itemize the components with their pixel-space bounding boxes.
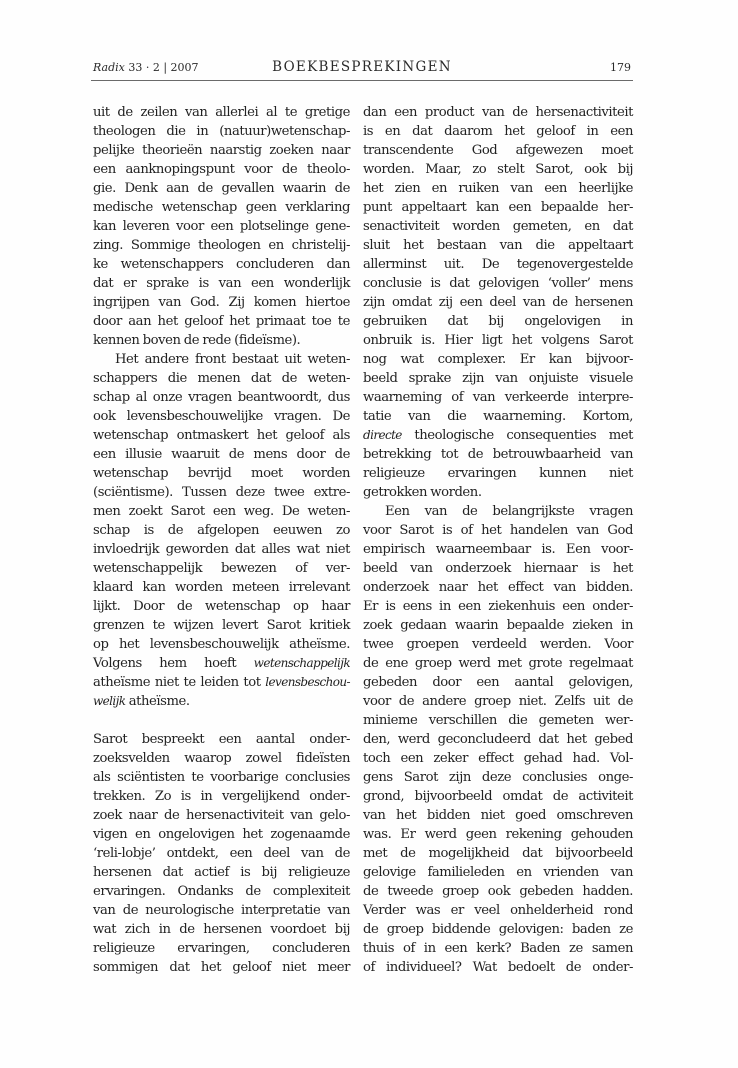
- text-line: (sciëntisme). Tussen deze twee extre-: [93, 485, 350, 500]
- text-line: voor de andere groep niet. Zelfs uit de: [363, 694, 633, 709]
- text-line: gens Sarot zijn deze conclusies onge-: [363, 770, 633, 785]
- text-line: kan leveren voor een plotselinge gene-: [93, 219, 350, 234]
- paragraph: [93, 350, 350, 711]
- text-line: empirisch waarneembaar is. Een voor-: [363, 542, 633, 557]
- text-line: thuis of in een kerk? Baden ze samen: [363, 941, 633, 956]
- text-line: de groep biddende gelovigen: baden ze: [363, 922, 633, 937]
- text-line: onbruik is. Hier ligt het volgens Sarot: [363, 333, 633, 348]
- text-line: betrekking tot de betrouwbaarheid van: [363, 447, 633, 462]
- text-line: ervaringen. Ondanks de complexiteit: [93, 884, 350, 899]
- text-line: worden. Maar, zo stelt Sarot, ook bij: [363, 162, 633, 177]
- paragraph: [93, 103, 350, 350]
- text-line: zoek naar de hersenactiviteit van gelo-: [93, 808, 350, 823]
- text-line: tatie van die waarneming. Kortom,: [363, 409, 633, 424]
- text-line: wetenschap ontmaskert het geloof als: [93, 428, 350, 443]
- text-line: Er is eens in een ziekenhuis een onder-: [363, 599, 633, 614]
- text-line: door aan het geloof het primaat toe te: [93, 314, 350, 329]
- text-line: wetenschappelijk bewezen of ver-: [93, 561, 350, 576]
- text-line: twee groepen verdeeld werden. Voor: [363, 637, 633, 652]
- text-line: voor Sarot is of het handelen van God: [363, 523, 633, 538]
- text-line: religieuze ervaringen kunnen niet: [363, 466, 633, 481]
- text-line: schap al onze vragen beantwoordt, dus: [93, 390, 350, 405]
- text-line: zing. Sommige theologen en christelij-: [93, 238, 350, 253]
- text-line: met de mogelijkheid dat bijvoorbeeld: [363, 846, 633, 861]
- text-line: zoek gedaan waarin bepaalde zieken in: [363, 618, 633, 633]
- text-line: conclusie is dat gelovigen ‘voller’ mens: [363, 276, 633, 291]
- text-line: religieuze ervaringen, concluderen: [93, 941, 350, 956]
- text-line: ‘reli-lobje’ ontdekt, een deel van de: [93, 846, 350, 861]
- text-line: gebeden door een aantal gelovigen,: [363, 675, 633, 690]
- text-line: getrokken worden.: [363, 485, 482, 500]
- running-head: [91, 60, 633, 81]
- text-line: ook levensbeschouwelijke vragen. De: [93, 409, 350, 424]
- text-line: lijkt. Door de wetenschap op haar: [93, 599, 350, 614]
- text-line: zijn omdat zij een deel van de hersenen: [363, 295, 633, 310]
- paragraph: [363, 502, 633, 977]
- text-line: pelijke theorieën naarstig zoeken naar: [93, 143, 350, 158]
- text-line: ingrijpen van God. Zij komen hiertoe: [93, 295, 350, 310]
- text-line: grenzen te wijzen levert Sarot kritiek: [93, 618, 350, 633]
- text-line: gelovige familieleden en vrienden van: [363, 865, 633, 880]
- text-line: invloedrijk geworden dat alles wat niet: [93, 542, 350, 557]
- issue-info: 33 · 2 | 2007: [128, 61, 199, 74]
- text-line: Het andere front bestaat uit weten-: [115, 352, 350, 367]
- text-line: sluit het bestaan van die appeltaart: [363, 238, 633, 253]
- section-title: BOEKBESPREKINGEN: [272, 59, 452, 75]
- text-line: beeld van onderzoek hiernaar is het: [363, 561, 633, 576]
- emphasis-text: levensbeschou-: [265, 675, 350, 689]
- text-line: dan een product van de hersenactiviteit: [363, 105, 633, 120]
- text-line: van de neurologische interpretatie van: [93, 903, 350, 918]
- text-line: het zien en ruiken van een heerlijke: [363, 181, 633, 196]
- text-line: van het bidden niet goed omschreven: [363, 808, 633, 823]
- text-line: op het levensbeschouwelijk atheïsme.: [93, 637, 350, 652]
- journal-name: Radix: [93, 61, 125, 74]
- text-line: allerminst uit. De tegenovergestelde: [363, 257, 633, 272]
- text-line: theologen die in (natuur)wetenschap-: [93, 124, 350, 139]
- text-line: transcendente God afgewezen moet: [363, 143, 633, 158]
- emphasis-text: directe: [363, 428, 402, 442]
- text-line: medische wetenschap geen verklaring: [93, 200, 350, 215]
- text-line: klaard kan worden meteen irrelevant: [93, 580, 350, 595]
- emphasis-text: wetenschappelijk: [253, 656, 350, 670]
- text-line: als sciëntisten te voorbarige conclusies: [93, 770, 350, 785]
- text-line: de ene groep werd met grote regelmaat: [363, 656, 633, 671]
- text-line: de tweede groep ook gebeden hadden.: [363, 884, 633, 899]
- emphasis-text: welijk: [93, 694, 126, 708]
- text-line: hersenen dat actief is bij religieuze: [93, 865, 350, 880]
- text-line: directe theologische consequenties met: [363, 428, 633, 443]
- text-line: zoeksvelden waarop zowel fideïsten: [93, 751, 350, 766]
- text-line: is en dat daarom het geloof in een: [363, 124, 633, 139]
- paragraph: [93, 730, 350, 977]
- text-line: toch een zeker effect gehad had. Vol-: [363, 751, 633, 766]
- text-line: punt appeltaart kan een bepaalde her-: [363, 200, 633, 215]
- text-line: Een van de belangrijkste vragen: [385, 504, 633, 519]
- text-line: een aanknopingspunt voor de theolo-: [93, 162, 350, 177]
- right-column: [363, 103, 633, 977]
- text-line: nog wat complexer. Er kan bijvoor-: [363, 352, 633, 367]
- text-line: een illusie waaruit de mens door de: [93, 447, 350, 462]
- text-line: den, werd geconcludeerd dat het gebed: [363, 732, 633, 747]
- text-line: trekken. Zo is in vergelijkend onder-: [93, 789, 350, 804]
- text-line: kennen boven de rede (fideïsme).: [93, 333, 301, 348]
- text-line: senactiviteit worden gemeten, en dat: [363, 219, 633, 234]
- text-line: gebruiken dat bij ongelovigen in: [363, 314, 633, 329]
- text-line: onderzoek naar het effect van bidden.: [363, 580, 633, 595]
- text-line: grond, bijvoorbeeld omdat de activiteit: [363, 789, 633, 804]
- text-line: welijk atheïsme.: [93, 694, 190, 709]
- text-line: was. Er werd geen rekening gehouden: [363, 827, 633, 842]
- text-line: atheïsme niet te leiden tot levensbeschou-: [93, 675, 350, 690]
- text-line: minieme verschillen die gemeten wer-: [363, 713, 633, 728]
- text-line: wetenschap bevrijd moet worden: [93, 466, 350, 481]
- text-line: Volgens hem hoeft wetenschappelijk: [93, 656, 350, 671]
- text-line: Sarot bespreekt een aantal onder-: [93, 732, 350, 747]
- text-line: uit de zeilen van allerlei al te gretige: [93, 105, 350, 120]
- page-number: 179: [610, 61, 631, 74]
- text-line: beeld sprake zijn van onjuiste visuele: [363, 371, 633, 386]
- text-line: sommigen dat het geloof niet meer: [93, 960, 350, 975]
- text-line: wat zich in de hersenen voordoet bij: [93, 922, 350, 937]
- text-line: waarneming of van verkeerde interpre-: [363, 390, 633, 405]
- text-line: ke wetenschappers concluderen dan: [93, 257, 350, 272]
- text-line: schappers die menen dat de weten-: [93, 371, 350, 386]
- text-line: men zoekt Sarot een weg. De weten-: [93, 504, 350, 519]
- paragraph: [363, 103, 633, 502]
- left-column: [93, 103, 350, 977]
- text-line: of individueel? Wat bedoelt de onder-: [363, 960, 633, 975]
- text-line: Verder was er veel onhelderheid rond: [363, 903, 633, 918]
- text-line: schap is de afgelopen eeuwen zo: [93, 523, 350, 538]
- text-line: vigen en ongelovigen het zogenaamde: [93, 827, 350, 842]
- text-line: dat er sprake is van een wonderlijk: [93, 276, 350, 291]
- text-line: gie. Denk aan de gevallen waarin de: [93, 181, 350, 196]
